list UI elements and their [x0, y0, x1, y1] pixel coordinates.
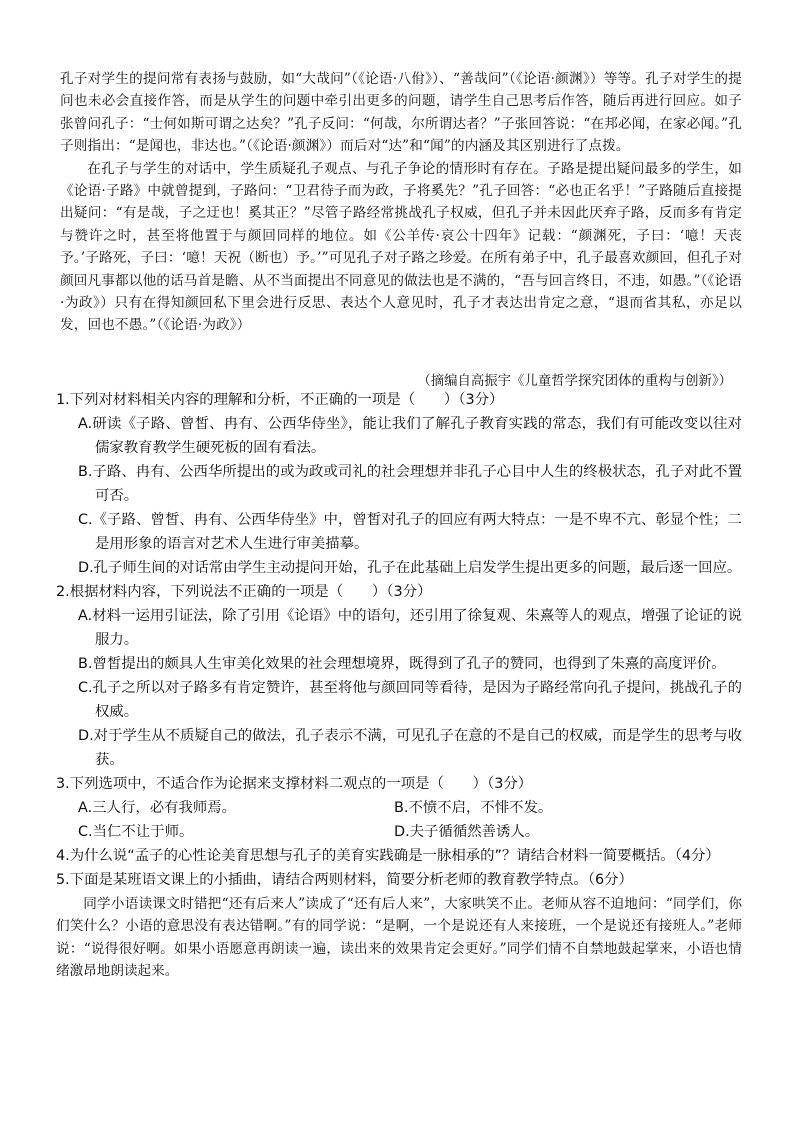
- option-d: [56, 556, 742, 580]
- passage-paragraph-2: 在孔子与学生的对话中，学生质疑孔子观点、与孔子争论的情形时有存在。子路是提出疑问最多的学生，如《论语·子路》中就曾提到，子路问：“卫君待子而为政，子将奚先？”孔子回答：“必也正名乎！”子路随后直接提出疑问：“有是哉，子之迂也！奚其正？”尽管子路经常挑战孔子权威，但孔子并未因此厌弃子路，反而多有肯定与赞许之时，甚至将他置于与颜回同样的地位。如《公羊传·哀公十四年》记载：“颜渊死，子曰：‘噫！天丧予。’子路死，子曰：‘噫！天祝（断也）予。’”可见孔子对子路之珍爱。在所有弟子中，孔子最喜欢颜回，但孔子对颜回凡事都以他的话马首是瞻、从不当面提出不同意见的做法也是不满的，“吾与回言终日，不违，如愚。”（《论语·为政》）只有在得知颜回私下里会进行反思、表达个人意见时，孔子才表达出肯定之意，“退而省其私，亦足以发，回也不愚。”（《论语·为政》）: [60, 160, 742, 334]
- option-text: 研读《子路、曾皙、冉有、公西华侍坐》，能让我们了解孔子教育实践的常态，我们有可能改变以往对儒家教育教学生硬死板的固有看法。: [92, 416, 742, 456]
- option-label: A.: [78, 416, 93, 432]
- option-b: B.不愤不启，不悱不发。: [394, 800, 553, 816]
- option-b: [56, 460, 742, 508]
- question-stem: 3.下列选项中，不适合作为论据来支撑材料二观点的一项是（ ）（3分）: [56, 776, 533, 792]
- passage-source-citation: （摘编自高振宇《儿童哲学探究团体的重构与创新》）: [417, 374, 732, 389]
- option-text: 孔子之所以对子路多有肯定赞许，甚至将他与颜回同等看待，是因为子路经常向孔子提问，挑战孔子的权威。: [92, 680, 742, 720]
- option-row: [56, 820, 742, 844]
- option-a: A.三人行，必有我师焉。: [78, 800, 237, 816]
- question-4: [56, 844, 742, 868]
- question-1: [56, 388, 742, 580]
- option-text: 《子路、曾皙、冉有、公西华侍坐》中，曾皙对孔子的回应有两大特点：一是不卑不亢、彰显个性；二是用形象的语言对艺术人生进行审美描摹。: [92, 512, 742, 552]
- option-b: [56, 652, 742, 676]
- question-stem: 5.下面是某班语文课上的小插曲，请结合两则材料，简要分析老师的教育教学特点。（6分）: [56, 872, 633, 888]
- option-text: 对于学生从不质疑自己的做法，孔子表示不满，可见孔子在意的不是自己的权威，而是学生的思考与收获。: [93, 728, 742, 768]
- option-a: [56, 412, 742, 460]
- option-label: B.: [78, 656, 93, 672]
- option-row: [56, 796, 742, 820]
- option-d: D.夫子循循然善诱人。: [394, 824, 540, 840]
- option-c: [56, 676, 742, 724]
- option-label: D.: [78, 728, 94, 744]
- option-label: C.: [78, 680, 93, 696]
- option-text: 子路、冉有、公西华所提出的或为政或司礼的社会理想并非孔子心目中人生的终极状态，孔子对此不置可否。: [92, 464, 742, 504]
- option-label: B.: [78, 464, 93, 480]
- question-list: [56, 388, 742, 983]
- option-text: 材料一运用引证法，除了引用《论语》中的语句，还引用了徐复观、朱熹等人的观点，增强了论证的说服力。: [92, 608, 742, 648]
- option-c: [56, 508, 742, 556]
- option-label: C.: [78, 512, 93, 528]
- question-stem: 2.根据材料内容，下列说法不正确的一项是（ ）（3分）: [56, 584, 432, 600]
- option-c: C.当仁不让于师。: [78, 824, 194, 840]
- question-stem: 4.为什么说“孟子的心性论美育思想与孔子的美育实践确是一脉相承的”？请结合材料一简要概括。（4分）: [56, 848, 720, 864]
- question-stem: 1.下列对材料相关内容的理解和分析，不正确的一项是（ ）（3分）: [56, 392, 504, 408]
- passage-paragraph-1: 孔子对学生的提问常有表扬与鼓励，如“大哉问”（《论语·八佾》）、“善哉问”（《论语·颜渊》）等等。孔子对学生的提问也未必会直接作答，而是从学生的问题中牵引出更多的问题，请学生自己思考后作答，随后再进行回应。如子张曾问孔子：“士何如斯可谓之达矣？”孔子反问：“何哉，尔所谓达者？”子张回答说：“在邦必闻，在家必闻。”孔子则指出：“是闻也，非达也。”（《论语·颜渊》）而后对“达”和“闻”的内涵及其区别进行了点拨。: [60, 71, 742, 155]
- question-3: [56, 772, 742, 844]
- material-passage: [60, 68, 742, 337]
- option-text: 曾皙提出的颇具人生审美化效果的社会理想境界，既得到了孔子的赞同，也得到了朱熹的高度评价。: [92, 656, 726, 672]
- classroom-anecdote: 同学小语读课文时错把“还有后来人”读成了“还有后人来”，大家哄笑不止。老师从容不迫地问：“同学们，你们笑什么？小语的意思没有表达错啊。”有的同学说：“是啊，一个是说还有人来接班，一个是说还有接班人。”老师说：“说得很好啊。如果小语愿意再朗读一遍，读出来的效果肯定会更好。”同学们情不自禁地鼓起掌来，小语也情绪激昂地朗读起来。: [56, 896, 742, 980]
- option-text: 孔子师生间的对话常由学生主动提问开始，孔子在此基础上启发学生提出更多的问题，最后逐一回应。: [93, 560, 742, 576]
- option-label: D.: [78, 560, 94, 576]
- question-5: [56, 868, 742, 983]
- option-label: A.: [78, 608, 93, 624]
- question-2: [56, 580, 742, 772]
- option-a: [56, 604, 742, 652]
- option-d: [56, 724, 742, 772]
